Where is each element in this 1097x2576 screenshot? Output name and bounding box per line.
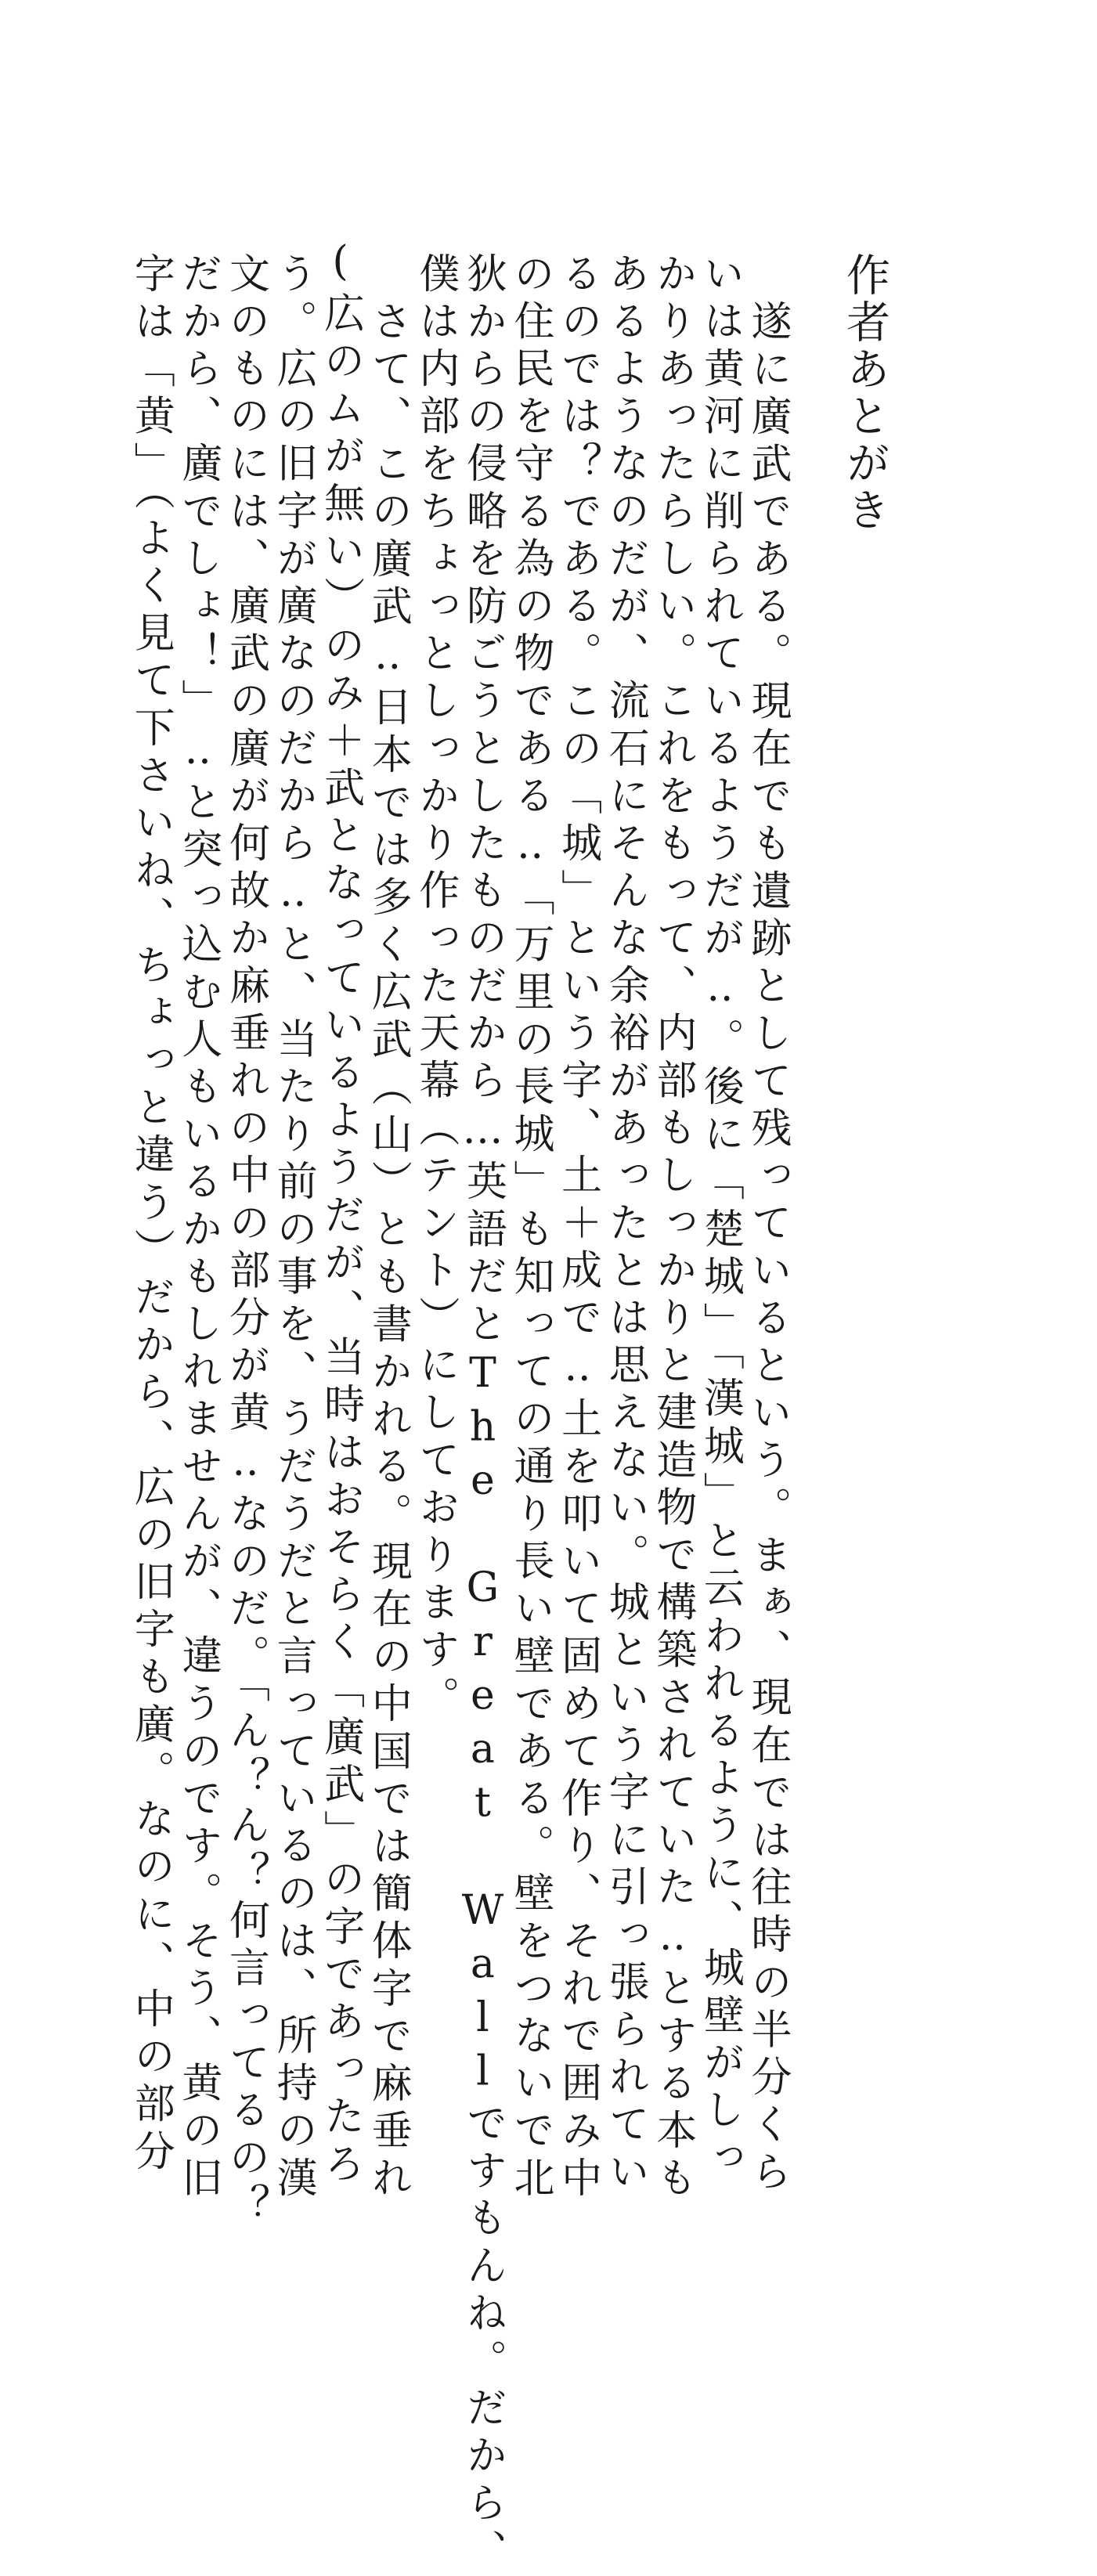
- text-column: う。広の旧字が廣なのだから‥と、当たり前の事を、うだうだと言っているのは、所持の漢: [269, 252, 317, 2204]
- text-column: 僕は内部をちょっとしっかり作った天幕（テント）にしております。: [411, 252, 459, 1723]
- text-column: 字は「黄」（よく見て下さいね、ちょっと違う）だから、広の旧字も廣。なのに、中の部分: [127, 252, 175, 2177]
- text-column: (広のムが無い）のみ＋武となっているようだが、当時はおそらく「廣武」の字であったろ: [316, 238, 364, 2190]
- afterword-body: [116, 238, 791, 2576]
- text-column: あるようなのだが、流石にそんな余裕があったとは思えない。城という字に引っ張られてい: [601, 252, 649, 2198]
- text-column: さて、この廣武‥日本では多く広武（山）とも書かれる。現在の中国では簡体字で麻垂れ: [364, 300, 412, 2204]
- text-column: だから、廣でしょ！」‥と突っ込む人もいるかもしれませんが、違うのです。そう、黄の旧: [174, 252, 222, 2204]
- text-column: かりあったらしい。これをもって、内部もしっかりと建造物で構築されていた‥とする本も: [648, 252, 696, 2204]
- text-column: の住民を守る為の物である‥「万里の長城」も知っての通り長い壁である。壁をつないで北: [507, 252, 554, 2204]
- text-column: 文のものには、廣武の廣が何故か麻垂れの中の部分が黄‥なのだ。「ん？ん？何言ってるの？: [222, 252, 269, 2231]
- text-column: 遂に廣武である。現在でも遺跡として残っているという。まぁ、現在では往時の半分くら: [744, 300, 791, 2198]
- text-column: 狄からの侵略を防ごうとしたものだから…英語だとThe Great Wallですもんね。だから、: [459, 252, 507, 2576]
- text-column: いは黄河に削られているようだが‥。後に「楚城」「漢城」と云われるように、城壁がしっ: [696, 252, 744, 2184]
- page-title: 作者あとがき: [839, 252, 890, 534]
- text-column: るのでは？である。この「城」という字、土＋成で‥土を叩いて固めて作り、それで囲み中: [554, 252, 601, 2204]
